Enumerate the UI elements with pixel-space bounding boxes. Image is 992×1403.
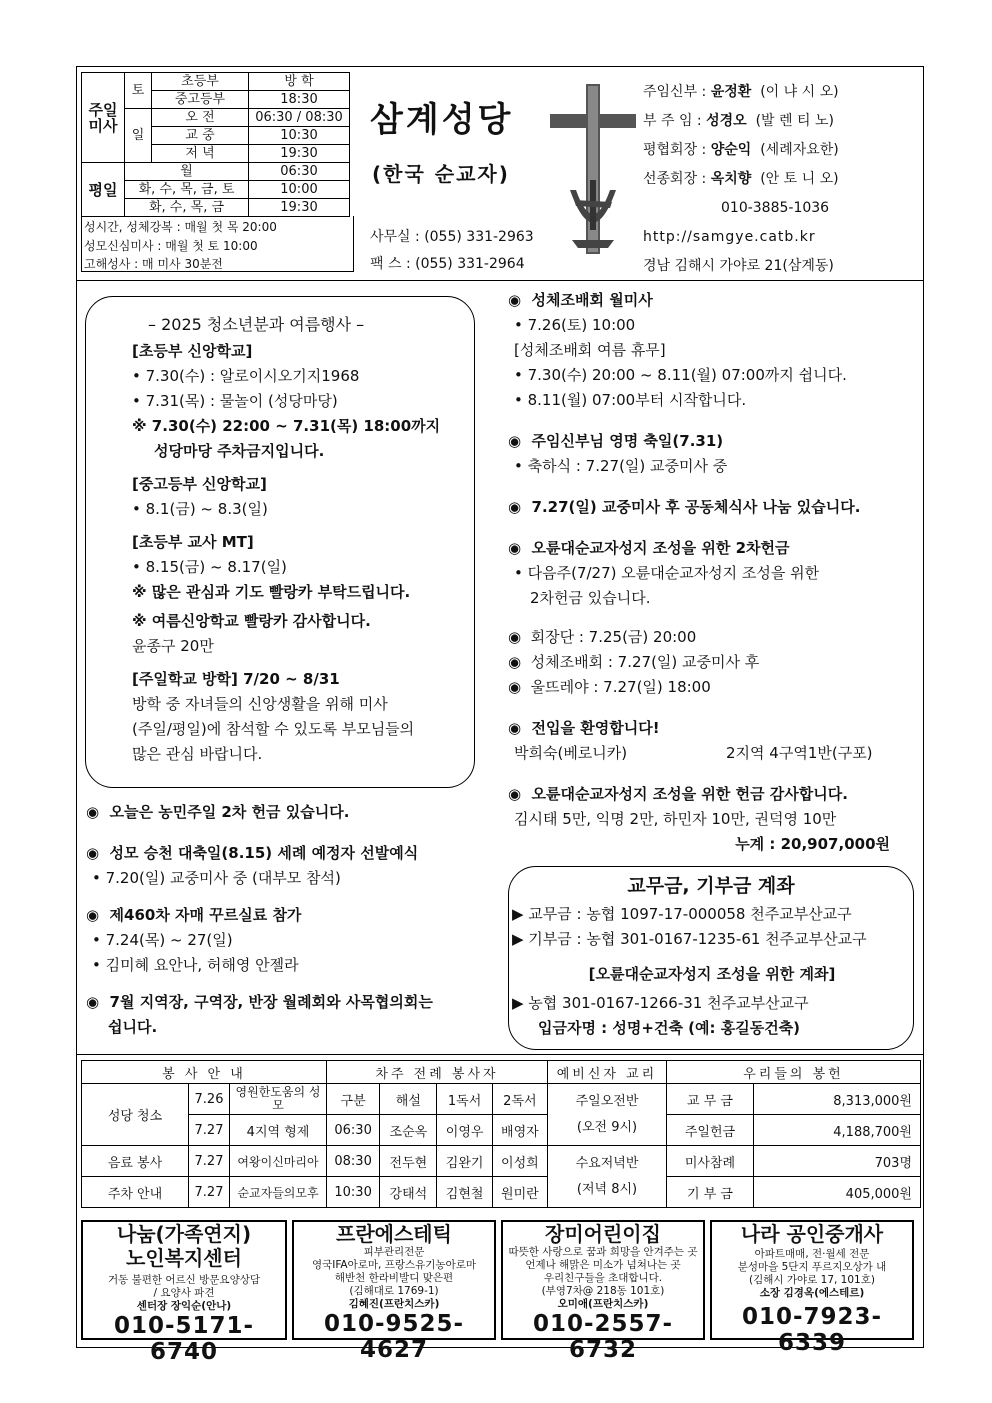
church-subtitle: (한국 순교자)	[372, 162, 510, 186]
notice-line: ◉ 회장단 : 7.25(금) 20:00	[508, 628, 697, 646]
ad-box	[292, 1220, 496, 1363]
ad-box	[710, 1220, 914, 1356]
list-item: 방학 중 자녀들의 신앙생활을 위해 미사	[132, 695, 388, 713]
table-divider	[76, 1054, 924, 1055]
account-line: ▶ 기부금 : 농협 301-0167-1235-61 천주교부산교구	[512, 930, 867, 948]
list-item: • 8.1(금) ~ 8.3(일)	[132, 500, 268, 518]
table-cell: 7.27	[189, 1146, 230, 1177]
ad-desc: 따뜻한 사랑으로 꿈과 희망을 안겨주는 곳 언제나 해맑은 미소가 넘쳐나는 곳 우리친구들을 초대합니다. (부영7차@ 218동 101호)	[508, 1246, 698, 1297]
table-cell: 10:30	[327, 1177, 380, 1208]
table-cell: 703명	[754, 1146, 921, 1177]
table-cell: 06:30	[327, 1115, 380, 1146]
ad-desc: 아파트매매, 전·월세 전문 분성마을 5단지 푸르지오상가 내 (김해시 가야로 17, 101호)	[737, 1248, 887, 1286]
service-header: 예비신자 교리	[548, 1061, 667, 1084]
staff-row: 평협회장 : 양순익 (세례자요한)	[643, 142, 839, 158]
table-cell: 원미란	[492, 1177, 547, 1208]
ad-title: 노인복지센터	[126, 1246, 242, 1270]
list-item: • 8.11(월) 07:00부터 시작합니다.	[514, 391, 747, 409]
table-cell: 1독서	[437, 1084, 492, 1115]
notice-heading: ◉ 제460차 자매 꾸르실료 참가	[86, 906, 302, 924]
list-item: • 7.31(목) : 물놀이 (성당마당)	[132, 392, 338, 410]
list-item: ※ 많은 관심과 기도 빨랑카 부탁드립니다.	[132, 583, 411, 601]
table-cell: 전두현	[380, 1146, 437, 1177]
list-item: • 김미혜 요안나, 허해영 안젤라	[92, 956, 299, 974]
ad-phone: 010-7923-6339	[741, 1304, 883, 1356]
mass-row-name: 저 녁	[152, 145, 249, 163]
table-cell: 4지역 형제	[230, 1115, 327, 1146]
mass-row-name: 화, 수, 목, 금	[125, 199, 249, 217]
cross-sword-logo-icon	[548, 80, 638, 258]
notice-heading: ◉ 7.27(일) 교중미사 후 공동체식사 나눔 있습니다.	[508, 498, 861, 516]
mass-row-name: 화, 수, 목, 금, 토	[125, 181, 249, 199]
table-cell: 주일오전반 (오전 9시)	[548, 1084, 667, 1146]
elem-camp-heading: [초등부 신앙학교]	[132, 342, 253, 360]
saturday-label: 토	[125, 73, 152, 109]
table-cell: 주차 안내	[82, 1177, 189, 1208]
table-cell: 성당 청소	[82, 1084, 189, 1146]
staff-phone: 010-3885-1036	[721, 200, 830, 216]
staff-list	[643, 78, 839, 281]
table-cell: 4,188,700원	[754, 1115, 921, 1146]
staff-row: 선종회장 : 옥치향 (안 토 니 오)	[643, 171, 839, 187]
service-header: 봉 사 안 내	[82, 1061, 327, 1084]
table-cell: 7.27	[189, 1115, 230, 1146]
ad-owner: 센터장 장익순(안나)	[136, 1300, 232, 1312]
list-item: • 7.24(목) ~ 27(일)	[92, 931, 233, 949]
sunday-mass-label: 주일 미사	[82, 73, 125, 163]
notice-heading: ◉ 전입을 환영합니다!	[508, 719, 660, 737]
list-item: 2차헌금 있습니다.	[530, 589, 651, 607]
mass-row-time: 10:00	[249, 181, 350, 199]
note-line: 성시간, 성체강복 : 매월 첫 목 20:00	[84, 220, 277, 234]
table-cell: 순교자들의모후	[230, 1177, 327, 1208]
teacher-mt-heading: [초등부 교사 MT]	[132, 533, 254, 551]
ad-desc: 피부관리전문 영국IFA아로마, 프랑스유기농아로마 해반천 한라비발디 맞은편 (김해대로 1769-1)	[311, 1246, 477, 1297]
ad-title: 장미어린이집	[545, 1222, 661, 1246]
note-line: 고해성사 : 매 미사 30분전	[84, 257, 223, 271]
table-cell: 배영자	[492, 1115, 547, 1146]
table-cell: 이영우	[437, 1115, 492, 1146]
mass-row-time: 10:30	[249, 127, 350, 145]
service-header: 차주 전례 봉사자	[327, 1061, 548, 1084]
list-item: • 8.15(금) ~ 8.17(일)	[132, 558, 287, 576]
mid-camp-heading: [중고등부 신앙학교]	[132, 475, 267, 493]
table-cell: 김현철	[437, 1177, 492, 1208]
mass-row-name: 오 전	[152, 109, 249, 127]
list-item: • 다음주(7/27) 오륜대순교자성지 조성을 위한	[514, 564, 820, 582]
table-cell: 405,000원	[754, 1177, 921, 1208]
staff-row: 부 주 임 : 성경오 (발 렌 티 노)	[643, 113, 834, 129]
list-item: • 7.26(토) 10:00	[514, 316, 636, 334]
mass-row-name: 중고등부	[152, 91, 249, 109]
mass-row-name: 교 중	[152, 127, 249, 145]
list-item: • 7.20(일) 교중미사 중 (대부모 참석)	[92, 869, 341, 887]
list-item: 윤종구 20만	[132, 637, 214, 655]
new-member-row: 박희숙(베로니카) 2지역 4구역1반(구포)	[514, 744, 873, 762]
notice-heading: ◉ 오늘은 농민주일 2차 헌금 있습니다.	[86, 803, 350, 821]
table-cell: 수요저녁반 (저녁 8시)	[548, 1146, 667, 1208]
list-item: 쉽니다.	[108, 1018, 158, 1036]
ad-phone: 010-2557-6732	[532, 1311, 674, 1363]
table-cell: 교 무 금	[667, 1084, 754, 1115]
table-cell: 2독서	[492, 1084, 547, 1115]
ad-desc: 거동 불편한 어르신 방문요양상담 / 요양사 파견	[107, 1274, 260, 1299]
notice-heading: ◉ 오륜대순교자성지 조성을 위한 2차헌금	[508, 539, 790, 557]
mass-row-time: 06:30	[249, 163, 350, 181]
account-box-title: 교무금, 기부금 계좌	[627, 875, 795, 897]
list-item: ※ 7.30(수) 22:00 ~ 7.31(목) 18:00까지	[132, 417, 441, 435]
table-cell: 주일헌금	[667, 1115, 754, 1146]
service-table	[81, 1060, 921, 1208]
mass-row-time: 19:30	[249, 199, 350, 217]
mass-row-name: 월	[125, 163, 249, 181]
table-cell: 김완기	[437, 1146, 492, 1177]
list-item: 성당마당 주차금지입니다.	[154, 442, 325, 460]
notice-heading: ◉ 성체조배회 월미사	[508, 291, 653, 309]
mass-row-name: 초등부	[152, 73, 249, 91]
list-item: • 7.30(수) : 알로이시오기지1968	[132, 367, 360, 385]
account-line: ▶ 농협 301-0167-1266-31 천주교부산교구	[512, 994, 809, 1012]
ad-owner: 김혜진(프란치스카)	[348, 1298, 440, 1310]
note-line: 성모신심미사 : 매월 첫 토 10:00	[84, 239, 258, 253]
right-notices	[508, 288, 918, 857]
list-item: • 7.30(수) 20:00 ~ 8.11(월) 07:00까지 쉽니다.	[514, 366, 847, 384]
table-cell: 여왕이신마리아	[230, 1146, 327, 1177]
ad-box	[81, 1220, 287, 1365]
ad-phone: 010-5171-6740	[113, 1313, 255, 1365]
vacation-heading: [주일학교 방학] 7/20 ~ 8/31	[132, 670, 340, 688]
table-cell: 음료 봉사	[82, 1146, 189, 1177]
mass-schedule-table	[81, 72, 350, 217]
ad-title: 나눔(가족연지)	[116, 1222, 252, 1246]
table-cell: 해설	[380, 1084, 437, 1115]
ad-owner: 오미애(프란치스카)	[557, 1298, 649, 1310]
ad-owner: 소장 김경옥(에스테르)	[759, 1287, 865, 1299]
list-item: ※ 여름신앙학교 빨랑카 감사합니다.	[132, 612, 371, 630]
mass-row-time: 19:30	[249, 145, 350, 163]
notice-line: ◉ 성체조배회 : 7.27(일) 교중미사 후	[508, 653, 760, 671]
table-cell: 7.27	[189, 1177, 230, 1208]
table-cell: 기 부 금	[667, 1177, 754, 1208]
table-cell: 강태석	[380, 1177, 437, 1208]
fax-number: 팩 스 : (055) 331-2964	[370, 256, 525, 272]
table-cell: 영원한도움의 성모	[230, 1084, 327, 1115]
notice-heading: ◉ 오륜대순교자성지 조성을 위한 헌금 감사합니다.	[508, 785, 848, 803]
account-line: 입금자명 : 성명+건축 (예: 홍길동건축)	[538, 1019, 801, 1037]
notice-heading: ◉ 주임신부님 영명 축일(7.31)	[508, 432, 724, 450]
mass-row-time: 18:30	[249, 91, 350, 109]
office-phone: 사무실 : (055) 331-2963	[370, 229, 534, 245]
list-item: (주일/평일)에 참석할 수 있도록 부모님들의	[132, 720, 415, 738]
website-link[interactable]: http://samgye.catb.kr	[643, 229, 816, 245]
left-notices	[86, 800, 496, 1040]
table-cell: 8,313,000원	[754, 1084, 921, 1115]
church-title: 삼계성당	[370, 100, 514, 140]
notice-heading: ◉ 성모 승천 대축일(8.15) 세례 예정자 선발예식	[86, 844, 419, 862]
service-header: 우리들의 봉헌	[667, 1061, 921, 1084]
list-item: • 축하식 : 7.27(일) 교중미사 중	[514, 457, 728, 475]
ad-title: 프란에스테틱	[336, 1222, 452, 1246]
mass-row-time: 06:30 / 08:30	[249, 109, 350, 127]
youth-events-content	[132, 339, 472, 767]
account-list	[512, 902, 912, 1041]
ad-phone: 010-9525-4627	[323, 1311, 465, 1363]
account-line: ▶ 교무금 : 농협 1097-17-000058 천주교부산교구	[512, 905, 852, 923]
list-item: 김시태 5만, 익명 2만, 하민자 10만, 권덕영 10만	[514, 810, 837, 828]
account-subheading: [오륜대순교자성지 조성을 위한 계좌]	[588, 965, 836, 983]
header-divider	[76, 280, 924, 281]
table-cell: 7.26	[189, 1084, 230, 1115]
notice-line: ◉ 울뜨레야 : 7.27(일) 18:00	[508, 678, 711, 696]
weekday-mass-label: 평일	[82, 163, 125, 217]
youth-box-title: – 2025 청소년분과 여름행사 –	[148, 315, 365, 334]
ad-box	[501, 1220, 705, 1363]
table-cell: 이성희	[492, 1146, 547, 1177]
donation-total: 누계 : 20,907,000원	[735, 835, 890, 853]
table-cell: 구분	[327, 1084, 380, 1115]
staff-row: 주임신부 : 윤정환 (이 냐 시 오)	[643, 84, 839, 100]
list-item: 많은 관심 바랍니다.	[132, 745, 263, 763]
sunday-label: 일	[125, 109, 152, 163]
mass-row-time: 방 학	[249, 73, 350, 91]
list-item: [성체조배회 여름 휴무]	[514, 341, 666, 359]
address: 경남 김해시 가야로 21(삼계동)	[643, 258, 834, 274]
notice-heading: ◉ 7월 지역장, 구역장, 반장 월례회와 사목협의회는	[86, 993, 433, 1011]
table-cell: 08:30	[327, 1146, 380, 1177]
ad-title: 나라 공인중개사	[740, 1222, 884, 1246]
table-cell: 미사참례	[667, 1146, 754, 1177]
table-cell: 조순옥	[380, 1115, 437, 1146]
